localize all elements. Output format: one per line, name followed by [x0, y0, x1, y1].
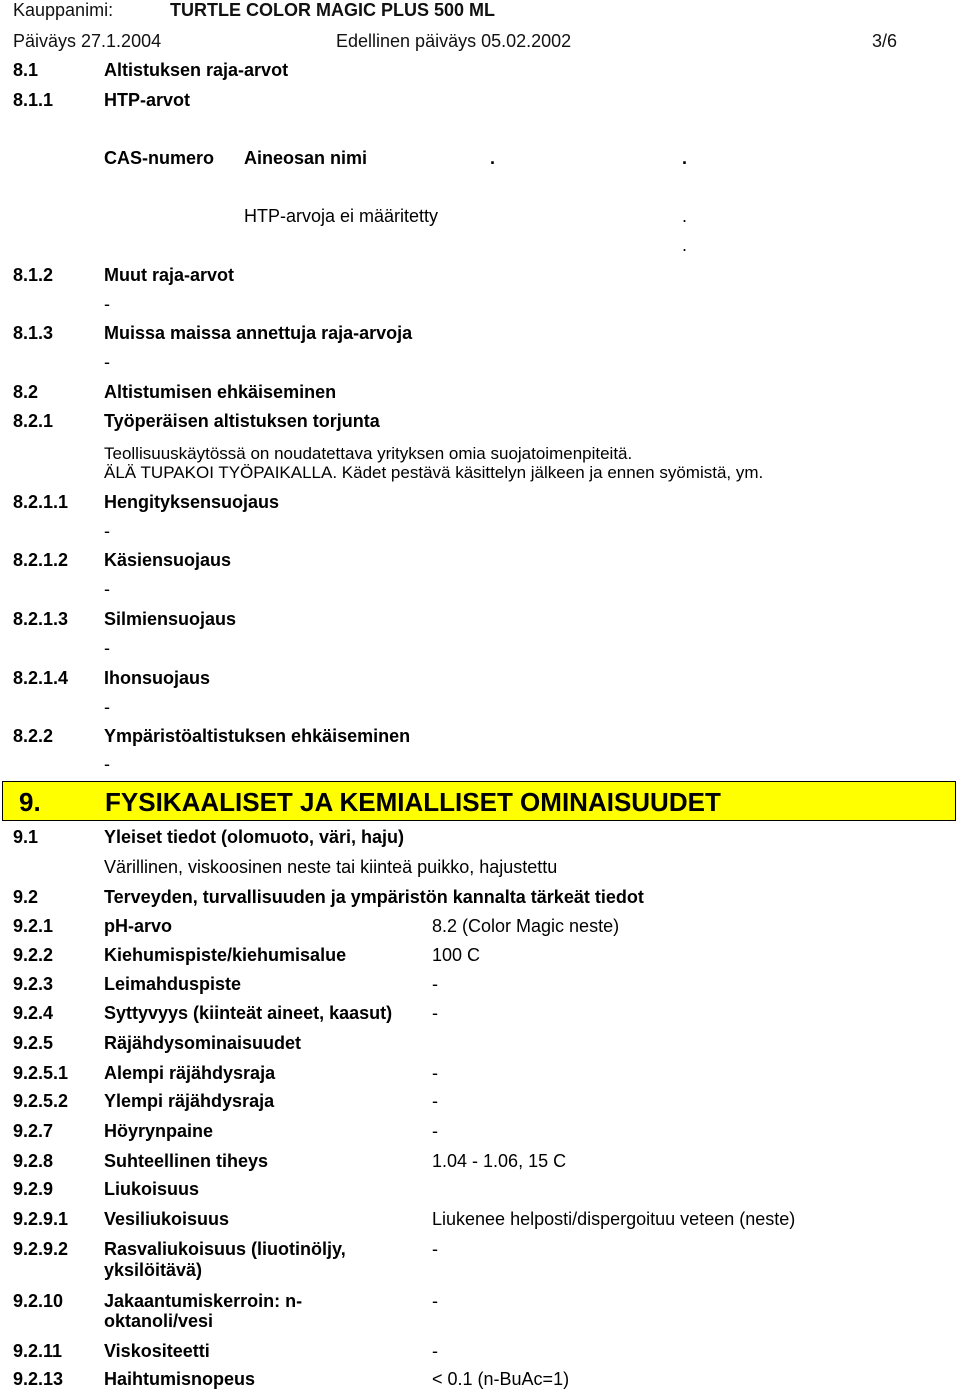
section-8-2-number: 8.2: [13, 382, 39, 402]
property-label: Syttyvyys (kiinteät aineet, kaasut): [104, 1003, 393, 1023]
property-value: 100 C: [432, 945, 481, 965]
property-label: Räjähdysominaisuudet: [104, 1033, 302, 1053]
property-number: 9.2.5: [13, 1033, 54, 1053]
section-8-2-1-1-number: 8.2.1.1: [13, 492, 69, 512]
column-dot-2: .: [682, 148, 688, 168]
property-number: 9.2.1: [13, 916, 54, 936]
row-dot-2: .: [682, 235, 688, 255]
section-8-2-1-line-2: ÄLÄ TUPAKOI TYÖPAIKALLA. Kädet pestävä käsittelyn jälkeen ja ennen syömistä, ym.: [104, 463, 764, 482]
section-9-1-text: Värillinen, viskoosinen neste tai kiinteä puikko, hajustettu: [104, 857, 558, 877]
property-label: Jakaantumiskerroin: n-: [104, 1291, 303, 1311]
property-number: 9.2.9.2: [13, 1239, 69, 1259]
property-number: 9.2.11: [13, 1341, 63, 1361]
section-8-1-3-number: 8.1.3: [13, 323, 54, 343]
property-label: Leimahduspiste: [104, 974, 242, 994]
property-label-continued: oktanoli/vesi: [104, 1311, 214, 1331]
section-8-2-1-3-value: -: [104, 638, 110, 658]
section-8-1-2-title: Muut raja-arvot: [104, 265, 235, 285]
property-value: < 0.1 (n-BuAc=1): [432, 1369, 570, 1389]
section-8-2-1-2-title: Käsiensuojaus: [104, 550, 232, 570]
section-8-2-2-number: 8.2.2: [13, 726, 54, 746]
section-8-2-1-1-value: -: [104, 521, 110, 541]
section-8-1-title: Altistuksen raja-arvot: [104, 60, 289, 80]
section-9-2-number: 9.2: [13, 887, 39, 907]
property-label-continued: yksilöitävä): [104, 1260, 203, 1280]
section-8-1-3-title: Muissa maissa annettuja raja-arvoja: [104, 323, 413, 343]
property-label: Viskositeetti: [104, 1341, 210, 1361]
property-value: -: [432, 1121, 438, 1141]
property-number: 9.2.10: [13, 1291, 64, 1311]
property-number: 9.2.7: [13, 1121, 54, 1141]
property-value: -: [432, 1063, 438, 1083]
section-9-1-title: Yleiset tiedot (olomuoto, väri, haju): [104, 827, 405, 847]
htp-none-text: HTP-arvoja ei määritetty: [244, 206, 439, 226]
property-number: 9.2.3: [13, 974, 54, 994]
section-8-1-2-number: 8.1.2: [13, 265, 54, 285]
property-number: 9.2.13: [13, 1369, 64, 1389]
property-value: -: [432, 1341, 438, 1361]
cas-column-header: CAS-numero: [104, 148, 215, 168]
product-name: TURTLE COLOR MAGIC PLUS 500 ML: [170, 0, 496, 20]
component-name-header: Aineosan nimi: [244, 148, 368, 168]
previous-date: Edellinen päiväys 05.02.2002: [336, 31, 572, 51]
product-label: Kauppanimi:: [13, 0, 114, 20]
property-label: Vesiliukoisuus: [104, 1209, 230, 1229]
property-number: 9.2.4: [13, 1003, 54, 1023]
property-label: pH-arvo: [104, 916, 173, 936]
section-8-2-1-2-number: 8.2.1.2: [13, 550, 69, 570]
section-8-1-2-value: -: [104, 294, 110, 314]
property-label: Liukoisuus: [104, 1179, 200, 1199]
property-value: 1.04 - 1.06, 15 C: [432, 1151, 567, 1171]
section-8-1-3-value: -: [104, 352, 110, 372]
section-8-1-number: 8.1: [13, 60, 39, 80]
document-date: Päiväys 27.1.2004: [13, 31, 162, 51]
section-9-heading-bar: [2, 781, 956, 821]
property-number: 9.2.5.2: [13, 1091, 69, 1111]
section-9-title: FYSIKAALISET JA KEMIALLISET OMINAISUUDET: [105, 787, 721, 817]
section-8-2-2-title: Ympäristöaltistuksen ehkäiseminen: [104, 726, 411, 746]
property-value: -: [432, 1091, 438, 1111]
section-8-2-1-4-number: 8.2.1.4: [13, 668, 69, 688]
section-8-1-1-title: HTP-arvot: [104, 90, 191, 110]
property-value: -: [432, 1239, 438, 1259]
property-value: -: [432, 1291, 438, 1311]
section-8-2-title: Altistumisen ehkäiseminen: [104, 382, 337, 402]
property-number: 9.2.8: [13, 1151, 54, 1171]
section-8-2-1-number: 8.2.1: [13, 411, 54, 431]
property-value: Liukenee helposti/dispergoituu veteen (neste): [432, 1209, 796, 1229]
section-8-1-1-number: 8.1.1: [13, 90, 54, 110]
section-9-1-number: 9.1: [13, 827, 39, 847]
section-8-2-2-value: -: [104, 754, 110, 774]
property-label: Höyrynpaine: [104, 1121, 214, 1141]
property-label: Kiehumispiste/kiehumisalue: [104, 945, 347, 965]
property-number: 9.2.9.1: [13, 1209, 69, 1229]
property-number: 9.2.5.1: [13, 1063, 69, 1083]
property-label: Rasvaliukoisuus (liuotinöljy,: [104, 1239, 346, 1259]
section-8-2-1-4-title: Ihonsuojaus: [104, 668, 211, 688]
section-8-2-1-3-number: 8.2.1.3: [13, 609, 69, 629]
section-8-2-1-3-title: Silmiensuojaus: [104, 609, 237, 629]
property-number: 9.2.9: [13, 1179, 54, 1199]
row-dot-1: .: [682, 206, 688, 226]
section-8-2-1-title: Työperäisen altistuksen torjunta: [104, 411, 380, 431]
column-dot-1: .: [490, 148, 496, 168]
section-9-number: 9.: [19, 787, 41, 817]
section-8-2-1-line-1: Teollisuuskäytössä on noudatettava yrityksen omia suojatoimenpiteitä.: [104, 444, 633, 463]
section-9-2-title: Terveyden, turvallisuuden ja ympäristön kannalta tärkeät tiedot: [104, 887, 644, 907]
section-8-2-1-1-title: Hengityksensuojaus: [104, 492, 280, 512]
property-value: 8.2 (Color Magic neste): [432, 916, 620, 936]
property-number: 9.2.2: [13, 945, 54, 965]
property-label: Alempi räjähdysraja: [104, 1063, 276, 1083]
property-label: Suhteellinen tiheys: [104, 1151, 269, 1171]
section-8-2-1-2-value: -: [104, 579, 110, 599]
section-8-2-1-4-value: -: [104, 697, 110, 717]
page-number: 3/6: [872, 31, 898, 51]
property-label: Ylempi räjähdysraja: [104, 1091, 275, 1111]
property-label: Haihtumisnopeus: [104, 1369, 256, 1389]
property-value: -: [432, 974, 438, 994]
property-value: -: [432, 1003, 438, 1023]
